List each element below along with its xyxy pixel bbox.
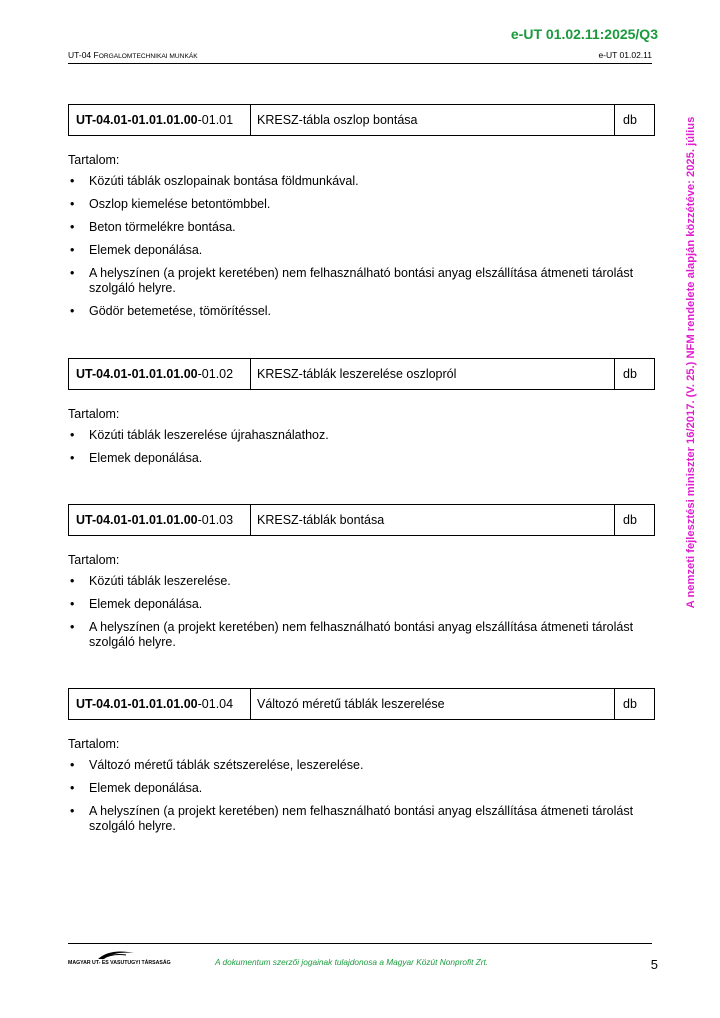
list-item-text: Elemek deponálása.: [89, 781, 203, 795]
item-code-suffix: -01.01: [197, 113, 234, 127]
contents-label: Tartalom:: [68, 553, 120, 567]
work-item: [68, 688, 655, 842]
list-item: [68, 781, 655, 796]
bullet-icon: •: [70, 304, 75, 318]
item-title: KRESZ-tábla oszlop bontása: [251, 105, 615, 135]
list-item: [68, 597, 655, 612]
header-section-title: [68, 50, 198, 60]
contents-label: Tartalom:: [68, 153, 120, 167]
contents-list: [68, 428, 655, 466]
item-unit: db: [623, 513, 637, 527]
contents-label: Tartalom:: [68, 407, 120, 421]
list-item: [68, 758, 655, 773]
item-code: [69, 689, 251, 719]
bullet-icon: •: [70, 266, 75, 280]
list-item-text: Beton törmelékre bontása.: [89, 220, 236, 234]
list-item: [68, 451, 655, 466]
running-header: [68, 50, 652, 64]
list-item: [68, 197, 655, 212]
bullet-icon: •: [70, 597, 75, 611]
bullet-icon: •: [70, 174, 75, 188]
item-code-table: [68, 504, 655, 536]
logo-swoosh-icon: [96, 948, 136, 960]
bullet-icon: •: [70, 758, 75, 772]
bullet-icon: •: [70, 620, 75, 634]
item-unit: db: [623, 697, 637, 711]
footer-divider: [68, 943, 652, 944]
contents-list: [68, 174, 655, 319]
bullet-icon: •: [70, 781, 75, 795]
item-code-main: UT-04.01-01.01.01.00: [76, 113, 198, 127]
item-title: KRESZ-táblák leszerelése oszlopról: [251, 359, 615, 389]
side-note: [683, 95, 700, 630]
item-code: [69, 359, 251, 389]
contents-list: [68, 758, 655, 834]
item-code: [69, 505, 251, 535]
document-code: e-UT 01.02.11:2025/Q3: [510, 26, 658, 42]
list-item: [68, 574, 655, 589]
item-unit: db: [623, 367, 637, 381]
list-item-text: Elemek deponálása.: [89, 597, 203, 611]
item-code-suffix: -01.02: [197, 367, 234, 381]
item-code-main: UT-04.01-01.01.01.00: [76, 367, 198, 381]
page-number: 5: [650, 957, 658, 972]
list-item: [68, 804, 655, 834]
list-item: [68, 243, 655, 258]
copyright-notice: A dokumentum szerzői jogainak tulajdonosa a Magyar Közút Nonprofit Zrt.: [215, 957, 489, 967]
bullet-icon: •: [70, 220, 75, 234]
list-item-text: Közúti táblák oszlopainak bontása földmunkával.: [89, 174, 359, 188]
item-code-table: [68, 104, 655, 136]
bullet-icon: •: [70, 428, 75, 442]
society-logo: [68, 948, 171, 970]
work-item: [68, 104, 655, 327]
work-item: [68, 504, 655, 658]
list-item: [68, 220, 655, 235]
item-code-main: UT-04.01-01.01.01.00: [76, 697, 198, 711]
list-item: [68, 174, 655, 189]
list-item: [68, 428, 655, 443]
list-item-text: Közúti táblák leszerelése újrahasználathoz.: [89, 428, 329, 442]
contents-label: Tartalom:: [68, 737, 120, 751]
list-item-text: A helyszínen (a projekt keretében) nem felhasználható bontási anyag elszállítása átmeneti tárolást szolgáló helyre.: [89, 266, 634, 295]
item-title: KRESZ-táblák bontása: [251, 505, 615, 535]
header-cap: F: [93, 50, 99, 60]
list-item-text: Közúti táblák leszerelése.: [89, 574, 231, 588]
list-item-text: Elemek deponálása.: [89, 451, 203, 465]
list-item-text: A helyszínen (a projekt keretében) nem felhasználható bontási anyag elszállítása átmeneti tárolást szolgáló helyre.: [89, 620, 634, 649]
list-item-text: Változó méretű táblák szétszerelése, leszerelése.: [89, 758, 364, 772]
logo-text: MAGYAR UT- ES VASUTUGYI TÁRSASÁG: [68, 960, 171, 966]
item-code-table: [68, 688, 655, 720]
list-item: [68, 620, 655, 650]
list-item: [68, 304, 655, 319]
bullet-icon: •: [70, 243, 75, 257]
list-item-text: Elemek deponálása.: [89, 243, 203, 257]
item-unit: db: [623, 113, 637, 127]
item-code-table: [68, 358, 655, 390]
item-code-suffix: -01.03: [197, 513, 234, 527]
list-item-text: Oszlop kiemelése betontömbbel.: [89, 197, 271, 211]
item-title: Változó méretű táblák leszerelése: [251, 689, 615, 719]
header-prefix: UT-04: [68, 50, 94, 60]
side-note-text: A nemzeti fejlesztési miniszter 16/2017. (V. 25.) NFM rendelete alapján közzétéve: 2025. július: [685, 116, 697, 609]
item-code-suffix: -01.04: [197, 697, 234, 711]
item-code: [69, 105, 251, 135]
work-item: [68, 358, 655, 474]
header-rest: ORGALOMTECHNIKAI MUNKÁK: [98, 53, 198, 60]
list-item: [68, 266, 655, 296]
header-doc-id: e-UT 01.02.11: [598, 50, 652, 60]
bullet-icon: •: [70, 574, 75, 588]
bullet-icon: •: [70, 804, 75, 818]
list-item-text: A helyszínen (a projekt keretében) nem felhasználható bontási anyag elszállítása átmeneti tárolást szolgáló helyre.: [89, 804, 634, 833]
list-item-text: Gödör betemetése, tömörítéssel.: [89, 304, 272, 318]
contents-list: [68, 574, 655, 650]
bullet-icon: •: [70, 197, 75, 211]
item-code-main: UT-04.01-01.01.01.00: [76, 513, 198, 527]
bullet-icon: •: [70, 451, 75, 465]
